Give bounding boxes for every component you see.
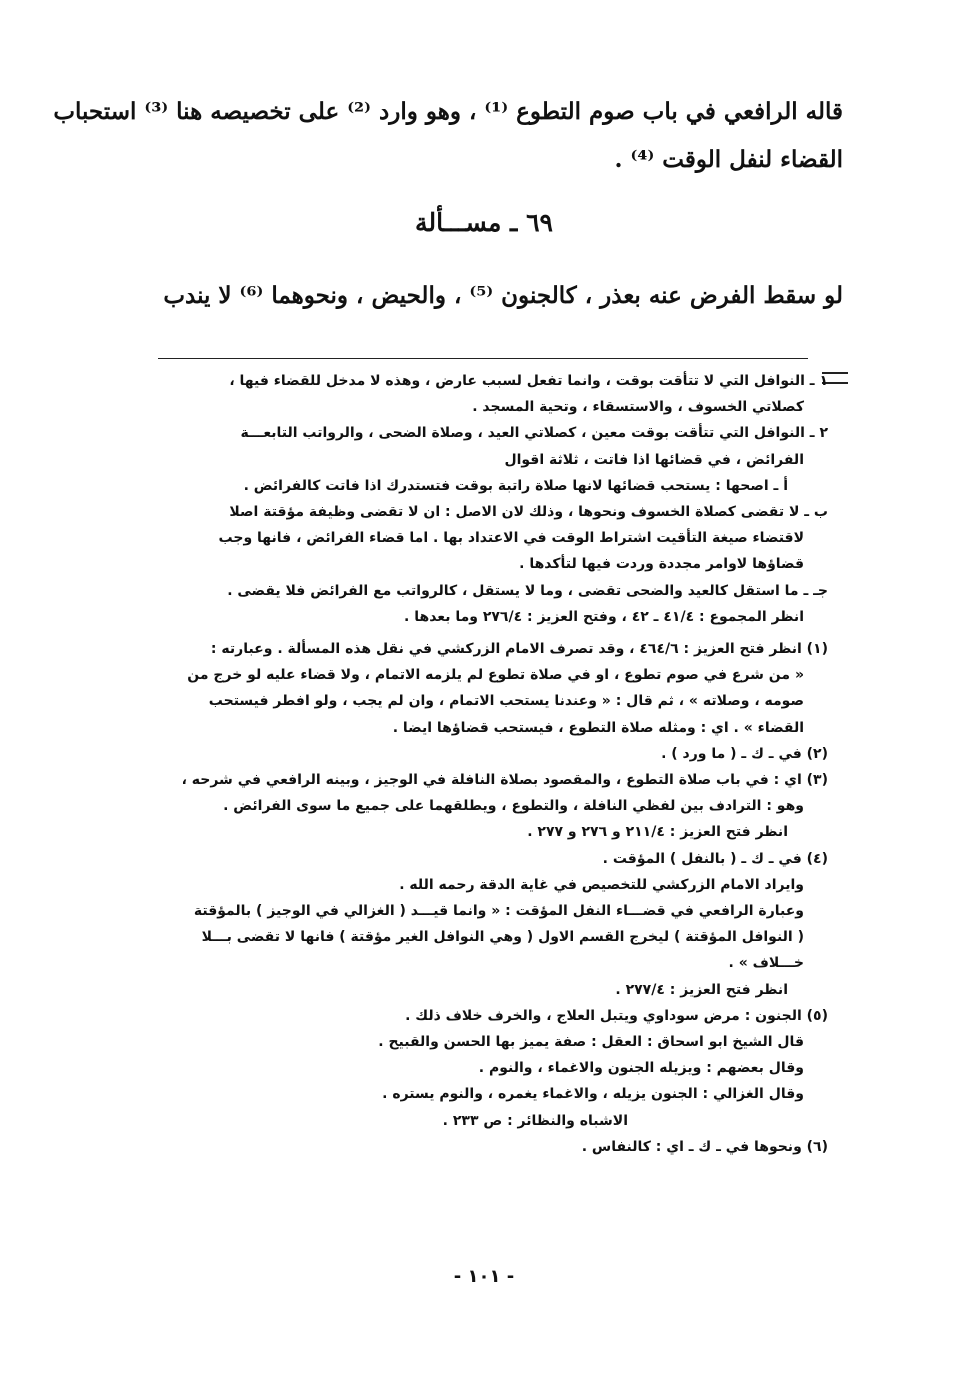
footnote-3-line: وهو : الترادف بين لفظي النافلة ، والتطوع ، ويطلقهما على جميع ما سوى الفرائض . xyxy=(223,798,804,815)
footnote-3-line: (٣) اي : في باب صلاة التطوع ، والمقصود بصلاة النافلة في الوجيز ، وبينه الرافعي في شرحه ، xyxy=(181,772,828,789)
intro-paragraph xyxy=(53,88,843,184)
intro-line: القضاء لنفل الوقت ⁽⁴⁾ . xyxy=(614,146,843,173)
footnote-1-line: القضاء » . اي : ومثله صلاة التطوع ، فيستحب قضاؤها ايضا . xyxy=(392,719,804,736)
commentary-line: لاقتضاء صيغة التأقيت اشتراط الوقت في الاعتداد بها . اما قضاء الفرائض ، فانها وجب xyxy=(218,530,804,547)
rule-text: لو سقط الفرض عنه بعذر ، كالجنون ⁽⁵⁾ ، والحيض ، ونحوهما ⁽⁶⁾ لا يندب xyxy=(163,282,843,309)
footnote-5-line: وقال الغزالي : الجنون يزيله ، والاغماء يغمره ، والنوم يستره . xyxy=(382,1086,804,1103)
footnote-4-line: وايراد الامام الزركشي للتخصيص في غاية الدقة رحمه الله . xyxy=(399,876,804,893)
commentary-line: الفرائض ، في قضائها اذا فاتت ، ثلاثة اقوال xyxy=(504,451,804,468)
page-number: - ١٠١ - xyxy=(453,1266,515,1287)
commentary-line: انظر المجموع : ٤١/٤ ـ ٤٢ ، وفتح العزيز : ٢٧٦/٤ وما بعدها . xyxy=(404,608,804,625)
footnotes-area xyxy=(128,368,828,1160)
footnote-1-line: « من شرع في صوم تطوع ، او في صلاة تطوع لم يلزمه الاتمام ، ولا قضاء عليه لو خرج من xyxy=(187,667,804,684)
commentary-line: ١ ـ النوافل التي لا تتأقت بوقت ، وانما تفعل لسبب عارض ، وهذه لا مدخل للقضاء فيها ، xyxy=(229,373,828,389)
commentary-line: كصلاتي الخسوف ، والاستسقاء ، وتحية المسجد . xyxy=(472,399,804,416)
commentary-line: ٢ ـ النوافل التي تتأقت بوقت معين ، كصلاتي العيد ، وصلاة الضحى ، والرواتب التابعـــة xyxy=(240,425,828,442)
footnote-5-line: (٥) الجنون : مرض سوداوي ويتبل العلاج ، والخرف خلاف ذلك . xyxy=(405,1007,828,1024)
footnote-separator xyxy=(158,358,808,359)
footnote-4-line: (٤) في ـ ك ـ ( بالنفل ) المؤقت . xyxy=(602,850,828,867)
footnote-4-line: ( النوافل المؤقتة ) ليخرج القسم الاول ( وهي النوافل الغير مؤقتة ) فانها لا تقضى بـــلا xyxy=(201,929,804,946)
footnote-5-line: قال الشيخ ابو اسحاق : العقل : صفة يميز بها الحسن والقبيح . xyxy=(378,1034,804,1051)
footnote-1-line: (١) انظر فتح العزيز : ٤٦٤/٦ ، وقد تصرف الامام الزركشي في نقل هذه المسألة . وعبارته : xyxy=(210,641,828,658)
commentary-line: أ ـ اصحها : يستحب قضائها لانها صلاة راتبة بوقت فتستدرك اذا فاتت كالفرائض . xyxy=(243,477,788,494)
section-heading: ٦٩ ـ مســـألة xyxy=(415,208,553,237)
footnote-4-line: انظر فتح العزيز : ٢٧٧/٤ . xyxy=(615,981,788,998)
commentary-line: جـ ـ ما استقل كالعيد والضحى تقضى ، وما لا يستقل ، كالرواتب مع الفرائض فلا يقضى . xyxy=(227,582,828,599)
footnote-4-line: وعبارة الرافعي في قضـــاء النفل المؤقت : « وانما قيـــد ( الغزالي في الوجيز ) بالمؤقتة xyxy=(193,903,804,920)
footnote-6-line: (٦) ونحوها في ـ ك ـ اي : كالنفاس . xyxy=(581,1138,828,1155)
intro-line: قاله الرافعي في باب صوم التطوع ⁽¹⁾ ، وهو وارد ⁽²⁾ على تخصيصه هنا ⁽³⁾ استحباب xyxy=(53,98,843,125)
footnote-1-line: صومه ، وصلاته » ، ثم قال : « وعندنا يستحب الاتمام ، وان لم يجب ، ولو افطر فيستحب xyxy=(208,693,804,710)
footnote-3-line: انظر فتح العزيز : ٢١١/٤ و ٢٧٦ و ٢٧٧ . xyxy=(527,824,788,841)
footnote-5-line: الاشباه والنظائر : ص ٢٣٣ . xyxy=(442,1112,628,1129)
commentary-line: ب ـ لا تقضى كصلاة الخسوف ونحوها ، وذلك لان الاصل : ان لا تقضى وظيفة مؤقتة اصلا xyxy=(229,504,828,521)
footnote-2-line: (٢) في ـ ك ـ ( ما ورد ) . xyxy=(661,745,828,762)
footnote-4-line: خـــلاف » . xyxy=(728,955,804,972)
commentary-line: قضاؤها لاوامر مجددة وردت فيها لتأكدها . xyxy=(519,556,804,573)
footnote-5-line: وقال بعضهم : ويزيله الجنون والاغماء ، والنوم . xyxy=(478,1060,804,1077)
